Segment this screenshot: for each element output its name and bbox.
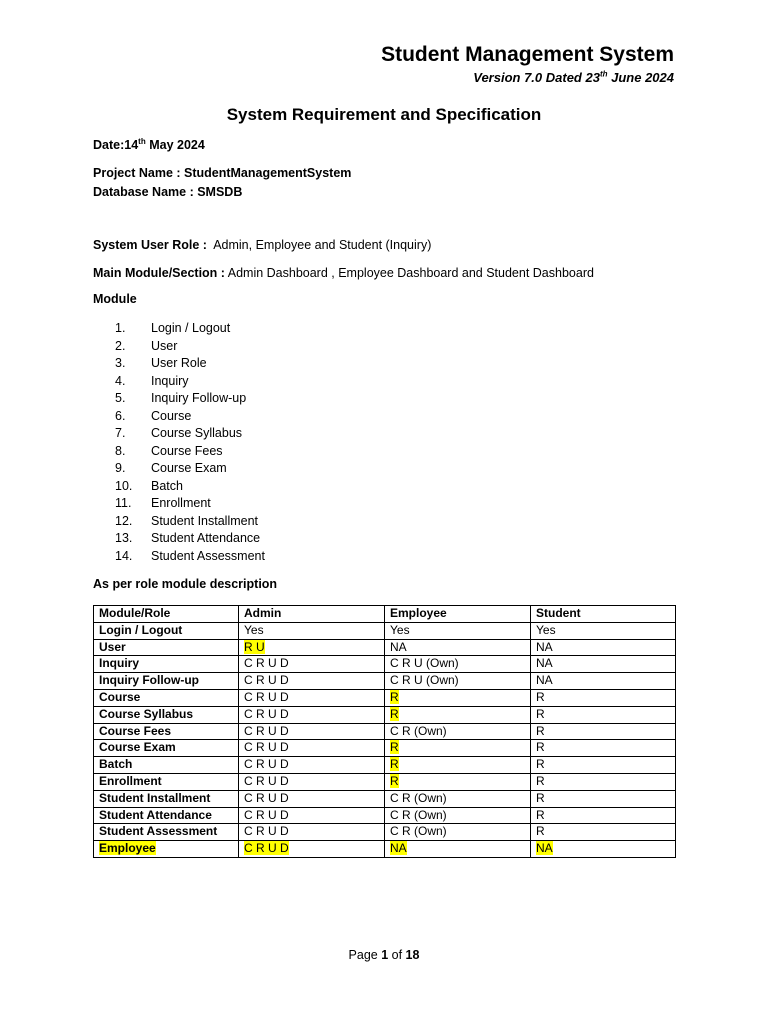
cell-text: NA [536, 673, 553, 688]
cell-text: R [536, 790, 545, 805]
cell-employee [385, 740, 531, 757]
cell-text: R [536, 689, 545, 704]
system-user-role [93, 238, 431, 252]
cell-text: R [390, 689, 399, 704]
cell-text: Batch [99, 757, 133, 772]
cell-employee [385, 639, 531, 656]
cell-text: C R U D [244, 824, 289, 839]
cell-student [531, 773, 676, 790]
main-module-value: Admin Dashboard , Employee Dashboard and Student Dashboard [224, 266, 594, 280]
cell-text: Employee [99, 841, 156, 856]
cell-student [531, 740, 676, 757]
cell-text: Student Installment [99, 790, 211, 805]
cell-module [94, 824, 239, 841]
cell-text: C R (Own) [390, 807, 447, 822]
cell-student [531, 673, 676, 690]
module-label: Course Exam [151, 461, 227, 475]
cell-employee [385, 773, 531, 790]
cell-admin [239, 841, 385, 858]
module-list-item [93, 390, 265, 408]
cell-admin [239, 824, 385, 841]
footer-prefix: Page [348, 948, 382, 962]
date-suffix: May 2024 [145, 138, 205, 152]
cell-student [531, 807, 676, 824]
cell-module [94, 689, 239, 706]
cell-module [94, 622, 239, 639]
table-row [94, 807, 676, 824]
cell-employee [385, 807, 531, 824]
cell-text: R [390, 740, 399, 755]
cell-admin [239, 639, 385, 656]
cell-employee [385, 656, 531, 673]
version-suffix: June 2024 [607, 70, 674, 85]
cell-student [531, 689, 676, 706]
cell-employee [385, 841, 531, 858]
database-name: Database Name : SMSDB [93, 185, 243, 199]
cell-text: Inquiry Follow-up [99, 673, 199, 688]
cell-admin [239, 689, 385, 706]
cell-text: C R U D [244, 790, 289, 805]
cell-text: C R U D [244, 740, 289, 755]
module-label: Inquiry [151, 373, 189, 388]
footer-total-pages: 18 [405, 948, 420, 962]
table-row [94, 622, 676, 639]
table-row [94, 639, 676, 656]
cell-text: R [536, 824, 545, 839]
cell-admin [239, 773, 385, 790]
cell-text: Student Attendance [99, 807, 212, 822]
cell-text: C R (Own) [390, 790, 447, 805]
cell-text: R [536, 757, 545, 772]
module-list-item [93, 355, 265, 373]
cell-text: C R U D [244, 706, 289, 721]
module-label: Student Assessment [151, 548, 265, 563]
cell-text: Enrollment [99, 773, 162, 788]
cell-text: C R U (Own) [390, 656, 459, 671]
module-list-item [93, 513, 265, 531]
cell-admin [239, 673, 385, 690]
column-header: Employee [385, 606, 531, 623]
cell-module [94, 639, 239, 656]
footer-middle: of [388, 948, 406, 962]
table-row [94, 673, 676, 690]
cell-text: User [99, 639, 126, 654]
module-label: User [151, 338, 178, 353]
module-number: 13. [115, 531, 133, 545]
cell-module [94, 773, 239, 790]
cell-module [94, 723, 239, 740]
cell-text: R [536, 807, 545, 822]
module-number: 7. [115, 426, 126, 440]
module-list-item [93, 320, 265, 338]
module-label: Login / Logout [151, 321, 231, 335]
cell-module [94, 740, 239, 757]
cell-text: C R U D [244, 689, 289, 704]
cell-module [94, 757, 239, 774]
module-number: 4. [115, 373, 126, 388]
module-label: Course Fees [151, 443, 223, 458]
cell-admin [239, 740, 385, 757]
module-number: 6. [115, 408, 126, 423]
cell-employee [385, 824, 531, 841]
cell-text: C R U D [244, 807, 289, 822]
cell-text: C R U D [244, 757, 289, 772]
cell-student [531, 706, 676, 723]
project-name: Project Name : StudentManagementSystem [93, 166, 352, 180]
module-label: Batch [151, 478, 183, 493]
cell-student [531, 841, 676, 858]
cell-text: NA [536, 639, 553, 654]
cell-text: Course Syllabus [99, 706, 194, 721]
cell-text: NA [536, 656, 553, 671]
header-version [473, 70, 674, 85]
footer-current-page: 1 [381, 948, 389, 962]
cell-employee [385, 673, 531, 690]
module-number: 9. [115, 461, 126, 475]
module-number: 5. [115, 391, 126, 405]
cell-text: R [536, 723, 545, 738]
cell-student [531, 639, 676, 656]
module-label: Student Installment [151, 513, 259, 528]
page-footer [0, 948, 768, 962]
module-label: Enrollment [151, 496, 211, 510]
module-number: 1. [115, 321, 126, 335]
cell-text: Student Assessment [99, 824, 218, 839]
module-list-item [93, 373, 265, 391]
cell-text: Inquiry [99, 656, 140, 671]
table-row [94, 656, 676, 673]
version-sup: th [599, 69, 608, 79]
table-row [94, 706, 676, 723]
cell-text: C R U D [244, 673, 289, 688]
main-module-label: Main Module/Section : [93, 266, 225, 280]
cell-module [94, 841, 239, 858]
cell-text: R [536, 773, 545, 788]
cell-admin [239, 807, 385, 824]
table-row [94, 824, 676, 841]
module-list-item [93, 443, 265, 461]
module-number: 14. [115, 548, 133, 563]
cell-student [531, 723, 676, 740]
cell-text: NA [390, 639, 407, 654]
module-list-item [93, 478, 265, 496]
module-number: 10. [115, 478, 133, 493]
module-number: 3. [115, 356, 126, 370]
cell-text: Course Fees [99, 723, 172, 738]
cell-text: Yes [536, 622, 556, 637]
module-label: Inquiry Follow-up [151, 391, 247, 405]
module-list-item [93, 495, 265, 513]
version-prefix: Version 7.0 Dated 23 [473, 70, 600, 85]
cell-text: C R (Own) [390, 723, 447, 738]
cell-admin [239, 757, 385, 774]
module-list [93, 320, 265, 565]
cell-student [531, 656, 676, 673]
system-user-role-label: System User Role : [93, 238, 207, 252]
cell-admin [239, 706, 385, 723]
cell-student [531, 824, 676, 841]
table-row [94, 689, 676, 706]
cell-admin [239, 790, 385, 807]
table-row [94, 740, 676, 757]
cell-employee [385, 757, 531, 774]
cell-text: C R U D [244, 656, 289, 671]
cell-text: Course [99, 689, 141, 704]
cell-text: Course Exam [99, 740, 176, 755]
module-number: 11. [115, 496, 132, 510]
module-number: 2. [115, 338, 126, 353]
cell-text: Yes [390, 622, 410, 637]
system-user-role-value: Admin, Employee and Student (Inquiry) [206, 238, 432, 252]
module-number: 8. [115, 443, 126, 458]
date-line [93, 138, 205, 152]
document-title: System Requirement and Specification [226, 105, 542, 124]
module-list-item [93, 338, 265, 356]
cell-text: C R (Own) [390, 824, 447, 839]
module-number: 12. [115, 513, 133, 528]
module-label: User Role [151, 356, 207, 370]
permission-table [93, 605, 676, 858]
table-row [94, 723, 676, 740]
header-title: Student Management System [381, 43, 674, 66]
cell-text: C R U D [244, 841, 289, 856]
permission-table-body [94, 622, 676, 857]
cell-student [531, 757, 676, 774]
cell-text: C R U D [244, 723, 289, 738]
cell-employee [385, 689, 531, 706]
column-header: Admin [239, 606, 385, 623]
module-list-item [93, 460, 265, 478]
permission-table-header-row [94, 606, 676, 623]
cell-admin [239, 622, 385, 639]
cell-text: Yes [244, 622, 264, 637]
role-description-heading: As per role module description [93, 577, 278, 591]
cell-text: R [390, 706, 399, 721]
cell-text: R [390, 773, 399, 788]
cell-text: NA [536, 841, 553, 856]
module-list-item [93, 425, 265, 443]
module-label: Course Syllabus [151, 426, 243, 440]
column-header: Student [531, 606, 676, 623]
cell-employee [385, 723, 531, 740]
cell-module [94, 706, 239, 723]
table-row [94, 790, 676, 807]
module-label: Course [151, 408, 192, 423]
cell-module [94, 790, 239, 807]
cell-admin [239, 656, 385, 673]
cell-student [531, 790, 676, 807]
cell-student [531, 622, 676, 639]
module-list-item [93, 408, 265, 426]
cell-employee [385, 790, 531, 807]
date-sup: th [138, 136, 146, 146]
module-list-item [93, 548, 265, 566]
module-heading: Module [93, 292, 137, 306]
cell-text: R U [244, 639, 265, 654]
cell-employee [385, 706, 531, 723]
cell-module [94, 656, 239, 673]
cell-module [94, 673, 239, 690]
cell-text: R [536, 740, 545, 755]
cell-text: NA [390, 841, 407, 856]
table-row [94, 841, 676, 858]
module-label: Student Attendance [151, 531, 261, 545]
table-row [94, 757, 676, 774]
cell-text: R [536, 706, 545, 721]
cell-module [94, 807, 239, 824]
cell-text: R [390, 757, 399, 772]
cell-admin [239, 723, 385, 740]
cell-employee [385, 622, 531, 639]
column-header: Module/Role [94, 606, 239, 623]
main-module-section [93, 266, 594, 280]
cell-text: Login / Logout [99, 622, 183, 637]
date-prefix: Date:14 [93, 138, 139, 152]
module-list-item [93, 530, 265, 548]
cell-text: C R U D [244, 773, 289, 788]
cell-text: C R U (Own) [390, 673, 459, 688]
table-row [94, 773, 676, 790]
